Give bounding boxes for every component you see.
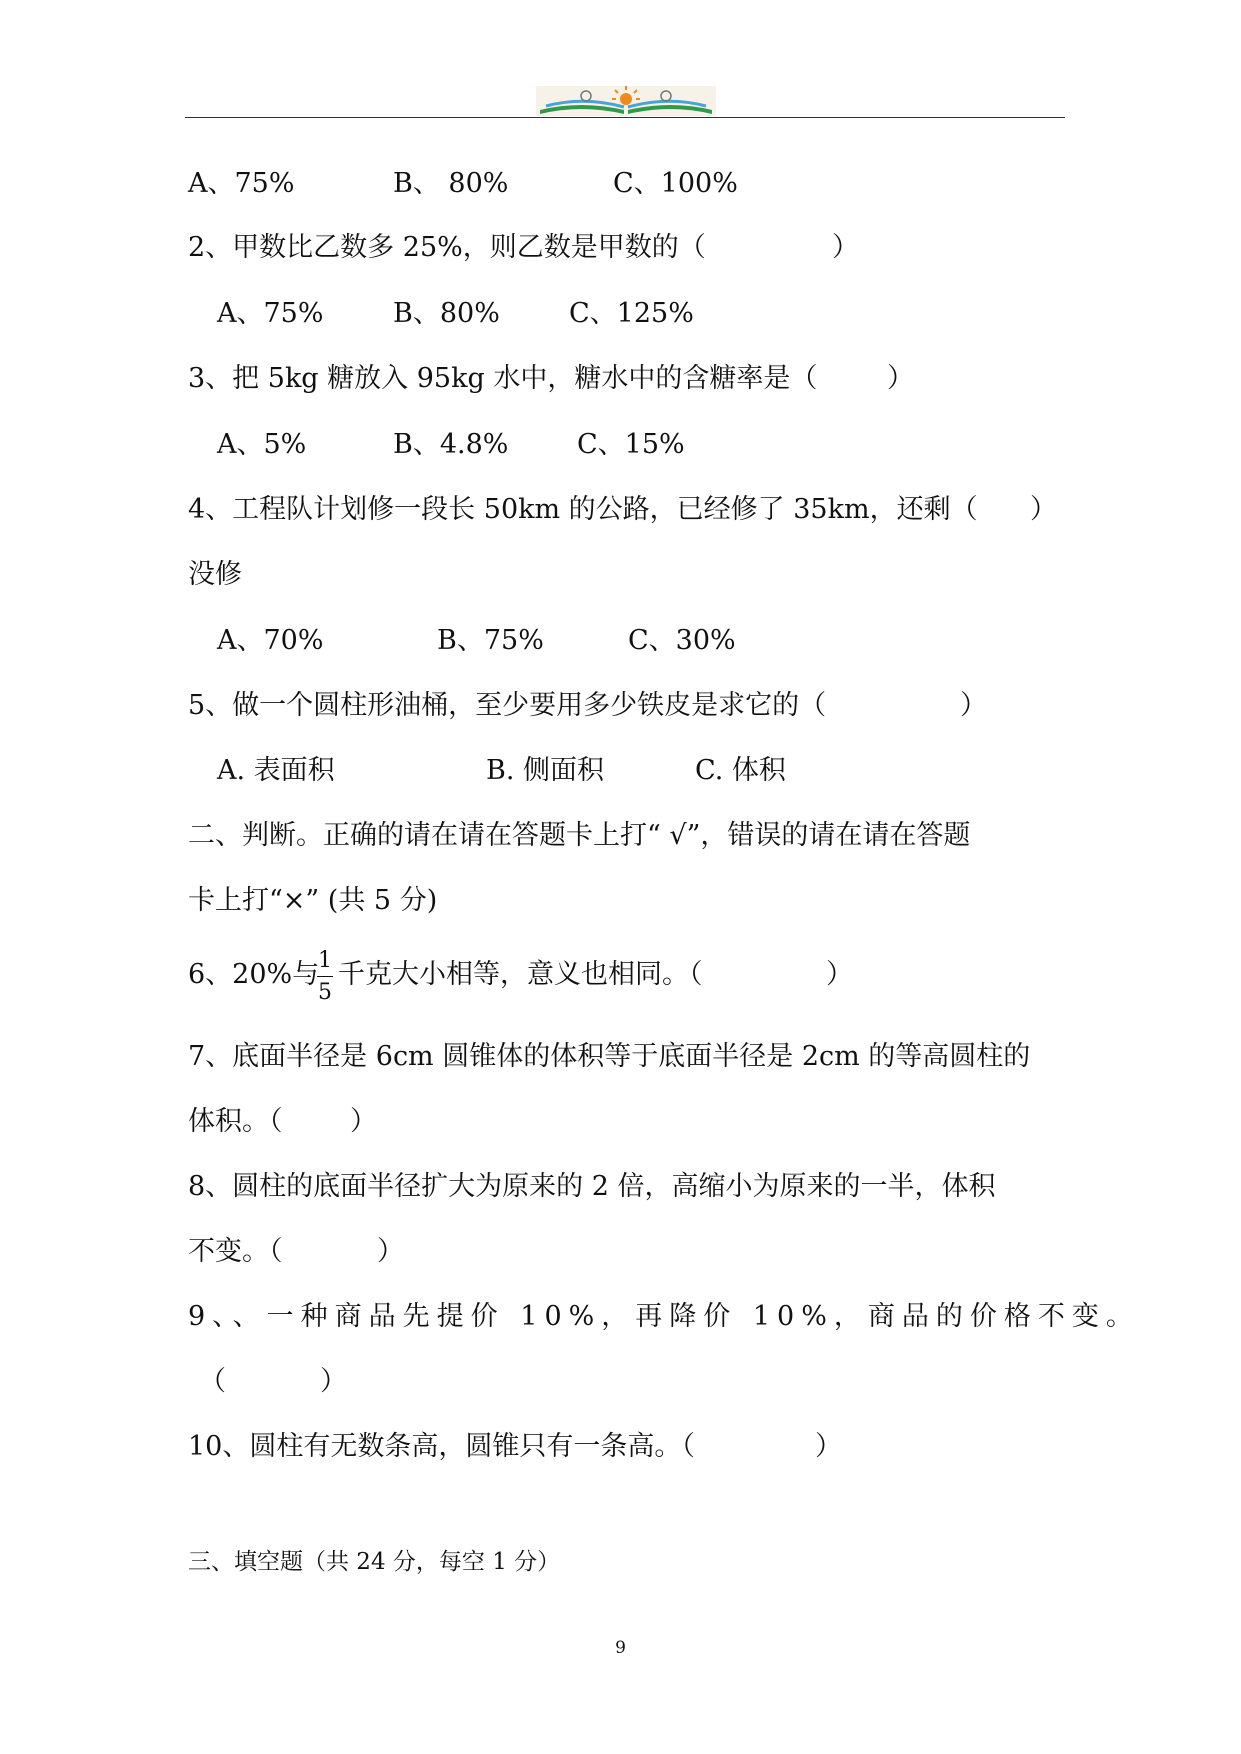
q5-stem: 5、做一个圆柱形油桶，至少要用多少铁皮是求它的（: [188, 690, 827, 721]
q10-stem: 10、圆柱有无数条高，圆锥只有一条高。（: [188, 1431, 695, 1462]
q7-line1: 7、底面半径是 6cm 圆锥体的体积等于底面半径是 2cm 的等高圆柱的: [188, 1041, 1031, 1072]
header-rule: [185, 117, 1065, 118]
section2-heading-line2: 卡上打“×” (共 5 分): [188, 885, 438, 916]
q5-option-a: A. 表面积: [217, 755, 335, 786]
q4-stem-continued: 没修: [188, 559, 242, 590]
q5-option-b: B. 侧面积: [486, 755, 605, 786]
q2-option-a: A、75%: [217, 298, 324, 329]
q2-option-c: C、125%: [569, 298, 694, 329]
q1-option-a: A、75%: [188, 168, 295, 199]
q4-close-paren: ）: [1030, 494, 1057, 525]
q10-close-paren: ）: [815, 1431, 842, 1462]
q2-stem: 2、甲数比乙数多 25%，则乙数是甲数的（: [188, 232, 706, 263]
q9-open-paren: （: [199, 1366, 226, 1397]
q5-close-paren: ）: [960, 690, 987, 721]
section2-heading-line1: 二、判断。正确的请在请在答题卡上打“ √”，错误的请在请在答题: [188, 820, 971, 851]
school-book-logo: [536, 86, 716, 116]
q4-stem: 4、工程队计划修一段长 50km 的公路，已经修了 35km，还剩（: [188, 494, 978, 525]
section3-heading: 三、填空题（共 24 分，每空 1 分）: [188, 1549, 561, 1575]
q5-option-c: C. 体积: [695, 755, 786, 786]
q8-line2: 不变。（: [188, 1236, 283, 1267]
q1-option-b: B、 80%: [393, 168, 509, 199]
q7-close-paren: ）: [350, 1106, 377, 1137]
q4-option-c: C、30%: [628, 625, 736, 656]
q6-fraction-numerator: 1: [318, 948, 332, 973]
q3-stem: 3、把 5kg 糖放入 95kg 水中，糖水中的含糖率是（: [188, 363, 818, 394]
q6-stem-post: 千克大小相等，意义也相同。（: [338, 959, 703, 990]
q4-option-b: B、75%: [437, 625, 544, 656]
q3-close-paren: ）: [887, 363, 914, 394]
q8-line1: 8、圆柱的底面半径扩大为原来的 2 倍，高缩小为原来的一半，体积: [188, 1171, 996, 1202]
q9-line1: 9、、一种商品先提价 10%，再降价 10%，商品的价格不变。: [188, 1301, 1140, 1332]
q6-fraction-denominator: 5: [318, 980, 332, 1005]
q3-option-a: A、5%: [217, 429, 307, 460]
q6-fraction-bar: [317, 976, 333, 977]
q3-option-c: C、15%: [577, 429, 685, 460]
q6-stem-pre: 6、20%与: [188, 959, 320, 990]
q4-option-a: A、70%: [217, 625, 324, 656]
q8-close-paren: ）: [377, 1236, 404, 1267]
q6-close-paren: ）: [826, 959, 853, 990]
q3-option-b: B、4.8%: [393, 429, 509, 460]
q2-option-b: B、80%: [393, 298, 500, 329]
q7-line2: 体积。（: [188, 1106, 283, 1137]
q1-option-c: C、100%: [613, 168, 738, 199]
q2-close-paren: ）: [832, 232, 859, 263]
q9-close-paren: ）: [320, 1366, 347, 1397]
page-number: 9: [615, 1638, 626, 1658]
